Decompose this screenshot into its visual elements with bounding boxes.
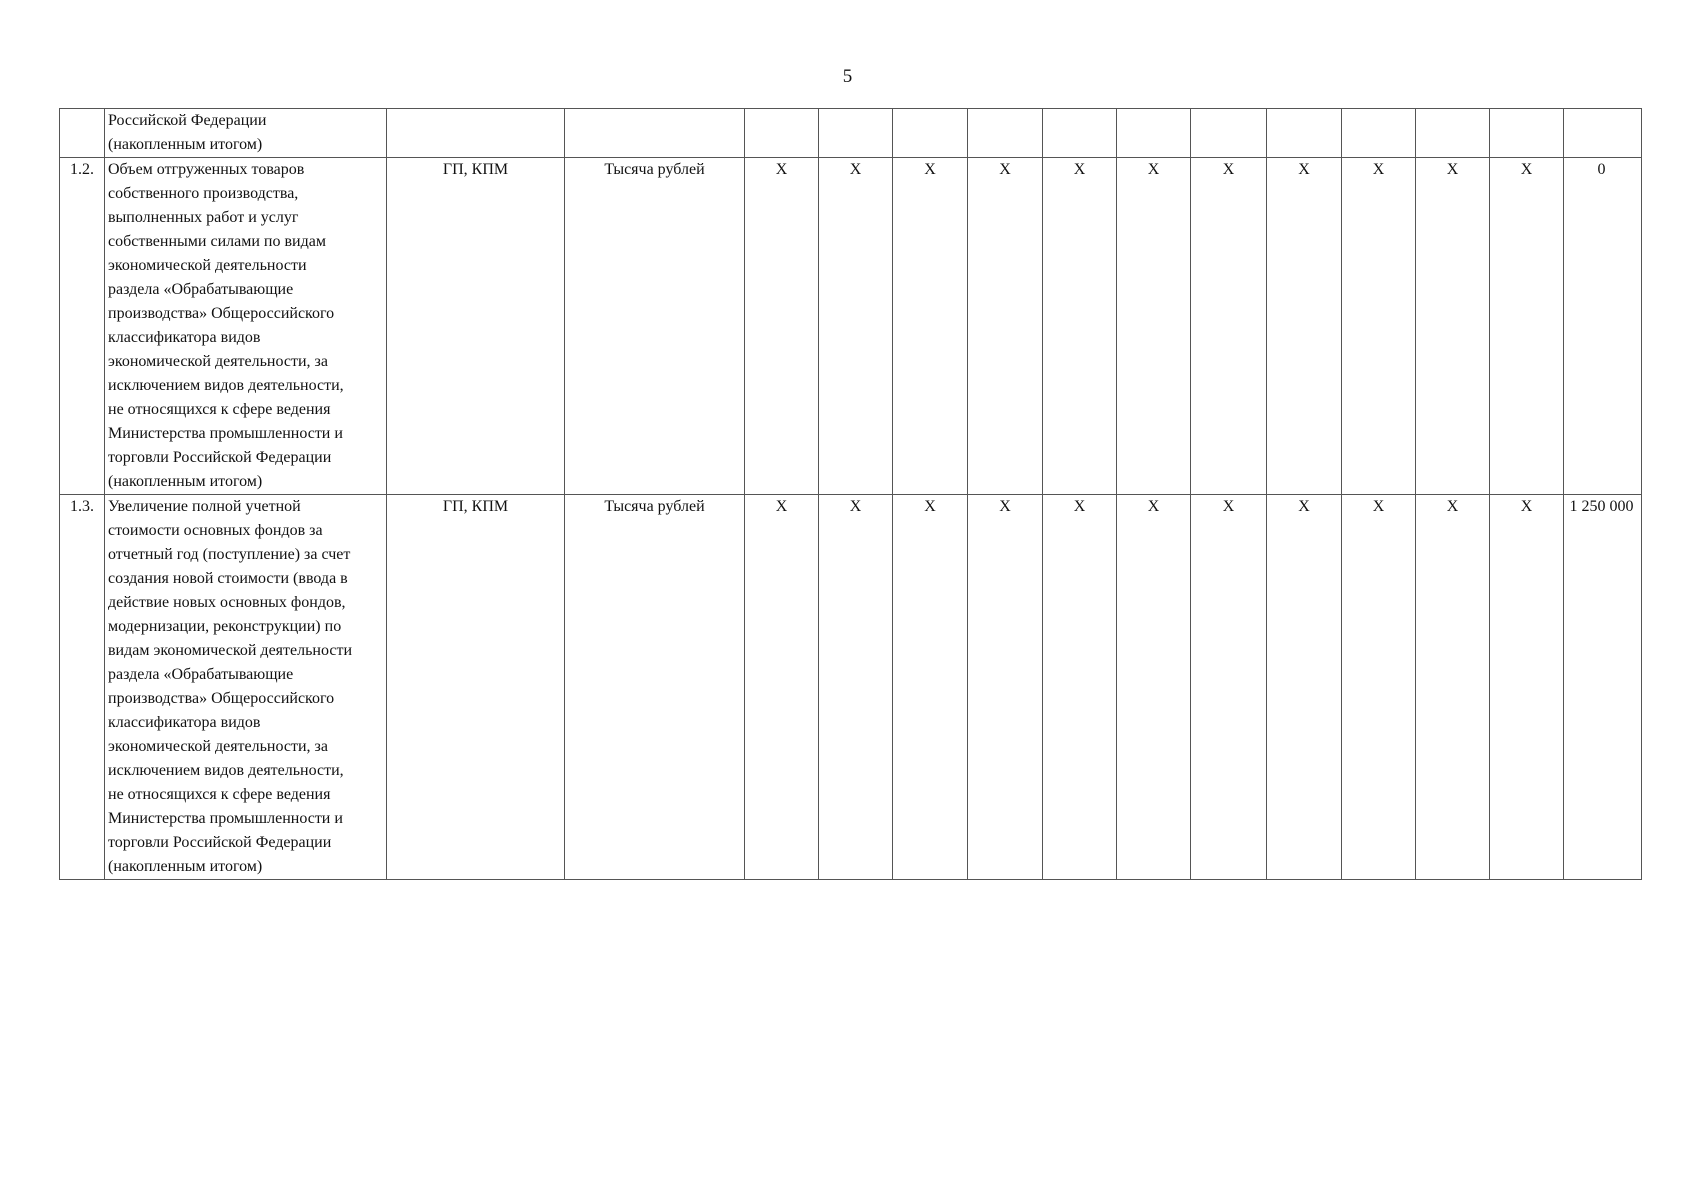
indicator-name-line: экономической деятельности, за: [108, 353, 328, 370]
value-cell: 1 250 000: [1564, 495, 1642, 880]
value-cell: 0: [1564, 158, 1642, 495]
indicator-name: [105, 495, 387, 880]
indicator-name-line: создания новой стоимости (ввода в: [108, 570, 348, 587]
value-cell: [745, 109, 819, 158]
value-cell: [1191, 109, 1267, 158]
value-cell: [1416, 109, 1490, 158]
indicator-name-line: (накопленным итогом): [108, 473, 263, 490]
indicators-table: [59, 108, 1642, 880]
value-cell: X: [1117, 158, 1191, 495]
value-cell: [893, 109, 968, 158]
indicator-name-line: производства» Общероссийского: [108, 690, 335, 707]
indicator-name-line: торговли Российской Федерации: [108, 449, 332, 466]
value-cell: X: [1043, 495, 1117, 880]
value-cell: X: [819, 158, 893, 495]
indicator-name-line: собственными силами по видам: [108, 233, 326, 250]
value-cell: X: [1043, 158, 1117, 495]
source-cell: ГП, КПМ: [387, 495, 565, 880]
indicator-name: [105, 158, 387, 495]
source-cell: [387, 109, 565, 158]
value-cell: X: [745, 158, 819, 495]
indicator-name-line: действие новых основных фондов,: [108, 594, 346, 611]
value-cell: X: [893, 158, 968, 495]
indicator-name-line: экономической деятельности, за: [108, 738, 328, 755]
indicator-name-line: собственного производства,: [108, 185, 299, 202]
indicator-name: [105, 109, 387, 158]
row-number: 1.3.: [60, 495, 105, 880]
indicator-name-line: Министерства промышленности и: [108, 425, 343, 442]
value-cell: [1490, 109, 1564, 158]
indicator-name-line: экономической деятельности: [108, 257, 307, 274]
value-cell: X: [1117, 495, 1191, 880]
value-cell: X: [1416, 495, 1490, 880]
value-cell: [1564, 109, 1642, 158]
indicator-name-line: Увеличение полной учетной: [108, 498, 301, 515]
unit-cell: [565, 109, 745, 158]
value-cell: X: [893, 495, 968, 880]
indicator-name-line: Российской Федерации: [108, 112, 267, 129]
value-cell: X: [1490, 158, 1564, 495]
source-cell: ГП, КПМ: [387, 158, 565, 495]
value-cell: X: [1191, 495, 1267, 880]
value-cell: X: [1267, 495, 1342, 880]
unit-cell: Тысяча рублей: [565, 495, 745, 880]
unit-cell: Тысяча рублей: [565, 158, 745, 495]
row-number: 1.2.: [60, 158, 105, 495]
indicator-name-line: модернизации, реконструкции) по: [108, 618, 342, 635]
value-cell: X: [745, 495, 819, 880]
value-cell: X: [1416, 158, 1490, 495]
indicator-name-line: видам экономической деятельности: [108, 642, 353, 659]
value-cell: X: [1267, 158, 1342, 495]
indicator-name-line: исключением видов деятельности,: [108, 377, 344, 394]
indicator-name-line: исключением видов деятельности,: [108, 762, 344, 779]
indicator-name-line: Министерства промышленности и: [108, 810, 343, 827]
indicator-name-line: классификатора видов: [108, 714, 261, 731]
value-cell: X: [819, 495, 893, 880]
value-cell: [1117, 109, 1191, 158]
table-row: [60, 158, 1642, 495]
row-number: [60, 109, 105, 158]
value-cell: [1267, 109, 1342, 158]
indicator-name-line: выполненных работ и услуг: [108, 209, 299, 226]
indicator-name-line: стоимости основных фондов за: [108, 522, 323, 539]
value-cell: [1043, 109, 1117, 158]
indicator-name-line: (накопленным итогом): [108, 136, 263, 153]
value-cell: [1342, 109, 1416, 158]
value-cell: X: [968, 158, 1043, 495]
indicator-name-line: раздела «Обрабатывающие: [108, 666, 294, 683]
indicator-name-line: отчетный год (поступление) за счет: [108, 546, 351, 563]
indicator-name-line: (накопленным итогом): [108, 858, 263, 875]
indicator-name-line: раздела «Обрабатывающие: [108, 281, 294, 298]
indicator-name-line: не относящихся к сфере ведения: [108, 401, 331, 418]
value-cell: X: [1191, 158, 1267, 495]
value-cell: [968, 109, 1043, 158]
value-cell: X: [1342, 158, 1416, 495]
value-cell: X: [968, 495, 1043, 880]
page-number: 5: [842, 66, 853, 87]
indicator-name-line: Объем отгруженных товаров: [108, 161, 305, 178]
table-row: [60, 109, 1642, 158]
value-cell: [819, 109, 893, 158]
value-cell: X: [1342, 495, 1416, 880]
value-cell: X: [1490, 495, 1564, 880]
indicator-name-line: торговли Российской Федерации: [108, 834, 332, 851]
table-row: [60, 495, 1642, 880]
indicator-name-line: производства» Общероссийского: [108, 305, 335, 322]
indicator-name-line: не относящихся к сфере ведения: [108, 786, 331, 803]
indicator-name-line: классификатора видов: [108, 329, 261, 346]
